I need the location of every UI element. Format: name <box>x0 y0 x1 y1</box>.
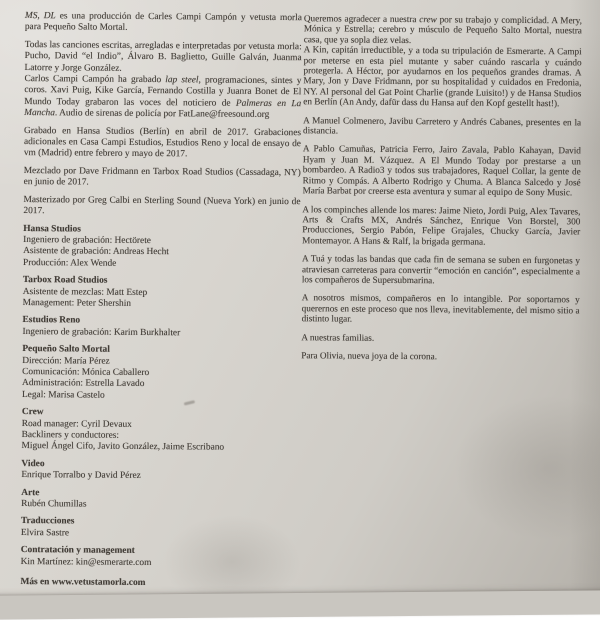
acknowledgements-column <box>301 13 582 363</box>
text-run: A nuestras familias. <box>301 331 375 343</box>
section-title: Tarbox Road Studios <box>22 275 108 286</box>
credit-line: Kin Martínez: kin@esmerarte.com <box>20 556 152 568</box>
credits-column <box>20 11 302 591</box>
songs-credit-paragraph <box>24 40 301 76</box>
text-run: A Kin, capitán irreductible, y a toda su tripulación de Esmerarte. A Campi por meterse en esta piel mutante y saber cuándo rascarla y cuándo protegerla. A Héctor, por ayudarnos en los pequeños grandes dramas. A Mary, Jon y Dave Fridmann, por su hospitalidad y cuidados en Fredonia, NY. Al personal del Gat Point Charlie (grande Luisito!) y de Hansa Studios en Berlín (An Andy, dafür dass du Hansa auf den Kopf gestellt hast!). <box>303 44 582 109</box>
credit-line: Legal: Marisa Castelo <box>21 389 105 401</box>
text-run: Para Olivia, nueva joya de la corona. <box>301 350 438 362</box>
text-run: Grabado en Hansa Studios (Berlín) en abril de 2017. Grabaciones adicionales en Casa Campi Estudios, Estudios Reno y local de ensayo de vm (Madrid) entre febrero y mayo de 2017. <box>23 125 302 160</box>
credit-line: Enrique Torralbo y David Pérez <box>21 470 141 482</box>
recorded-at-paragraph <box>24 126 301 162</box>
text-run: Carlos Campi Campón ha grabado <box>24 74 166 86</box>
mastered-by-paragraph <box>23 195 300 220</box>
section-title: Video <box>21 458 45 470</box>
section-title: Traducciones <box>20 516 75 527</box>
text-run: A los compinches allende los mares: Jaime Nieto, Jordi Puig, Alex Tavares, Arts & Crafts MX, Andrés Sánchez, Enrique Von Borstel, 300 Producciones, Sergio Pabón, Felipe Grajales, Chucky García, Javier Montemayor. A Hans & Ralf, la brigada germana. <box>302 203 581 247</box>
credit-line: Ingeniero de grabación: Karim Burkhalter <box>22 326 181 339</box>
thanks-kin-paragraph <box>303 44 581 109</box>
credit-line: Dirección: María Pérez <box>22 355 110 367</box>
thanks-bands-paragraph <box>302 253 580 286</box>
credit-line: Road manager: Cyril Devaux <box>21 418 132 430</box>
credit-section-hansa-studios <box>23 224 300 272</box>
credit-line: Producción: Alex Wende <box>22 257 117 269</box>
text-run: A nosotros mismos, compañeros en lo intangible. Por soportarnos y querernos en este proceso que nos lleva, inevitablemente, del mismo sitio a distinto lugar. <box>301 292 580 324</box>
credit-line: Ingeniero de grabación: Hectörete <box>23 234 152 246</box>
credit-section-crew <box>22 407 299 455</box>
italic-text-run: lap steel <box>165 75 199 86</box>
mixed-by-paragraph <box>24 166 301 191</box>
text-run: A Pablo Camuñas, Patricia Ferro, Jairo Zavala, Pablo Kahayan, David Hyam y Juan M. Vázquez. A El Mundo Today por prestarse a un bombardeo. A Radio3 y todos sus trabajadores, Raquel Collar, la gente de Ritmo y Compás. A Alberto Rodrigo y Chuma. A Blanca Salcedo y José María Barbat por creerse esta aventura y sumar al equipo de Sony Music. <box>302 143 581 198</box>
credit-section-pequeno-salto-mortal <box>22 344 299 403</box>
credit-section-video <box>21 459 298 484</box>
section-title: Arte <box>21 487 40 498</box>
campi-recording-paragraph <box>24 74 301 122</box>
credit-line: Asistente de mezclas: Matt Estep <box>22 286 148 298</box>
thanks-overseas-paragraph <box>302 204 580 248</box>
section-title: Pequeño Salto Mortal <box>22 344 110 355</box>
credit-line: Administración: Estrella Lavado <box>22 378 145 390</box>
text-run: Masterizado por Greg Calbi en Sterling Sound (Nueva York) en junio de 2017. <box>23 194 301 217</box>
section-title: Contratación y management <box>20 545 135 557</box>
italic-text-run: MS, DL <box>24 11 56 22</box>
website-footer-line: Más en www.vetustamorla.com <box>20 577 146 589</box>
thanks-ourselves-paragraph <box>302 293 580 326</box>
text-run: . Audio de sirenas de policía por FatLane@freesound.org <box>54 108 270 121</box>
dedication-olivia-paragraph <box>301 350 579 363</box>
credits-blocks <box>21 11 302 570</box>
text-run: , programaciones, sintes y coros. Xavi Puig, Kike García, Fernando Costilla y Juanra Bonet de El Mundo Today grabaron las voces del noticiero de <box>24 75 302 109</box>
thanks-distance-paragraph <box>303 115 581 138</box>
text-run: Mezclado por Dave Fridmann en Tarbox Road Studios (Cassadaga, NY) en junio de 2017. <box>23 165 301 188</box>
text-run: A Manuel Colmenero, Javibu Carretero y Andrés Cabanes, presentes en la distancia. <box>303 114 582 136</box>
credit-line: Rubén Chumillas <box>21 499 87 510</box>
text-run: A Tuá y todas las bandas que cada fin de semana se suben en furgonetas y atraviesan carreteras para convertir “emoción en canción”, especialmente a los compañeros de Supersubmarina. <box>301 253 581 286</box>
thanks-crew-paragraph <box>304 13 582 46</box>
section-title: Crew <box>21 407 44 418</box>
paper-bottom-edge <box>0 590 600 619</box>
acknowledgements-blocks <box>301 13 582 363</box>
credit-line: Management: Peter Shershin <box>22 297 132 309</box>
intro-paragraph <box>25 11 302 36</box>
credit-line: Miguel Ángel Cifo, Javito González, Jaime Escribano <box>21 441 225 454</box>
credit-section-estudios-reno <box>22 315 299 340</box>
credit-section-tarbox-road-studios <box>23 275 300 311</box>
credit-section-contratacion <box>21 545 298 570</box>
credit-section-traducciones <box>21 516 298 541</box>
section-title: Estudios Reno <box>22 315 81 326</box>
credit-line: Asistente de grabación: Andreas Hecht <box>23 246 169 258</box>
credit-line: Comunicación: Mónica Caballero <box>22 366 150 378</box>
credit-section-arte <box>21 488 298 513</box>
credit-line: Elvira Sastre <box>20 527 70 539</box>
credit-line: Backliners y conductores: <box>21 430 120 441</box>
text-run: es una producción de Carles Campi Campón y vetusta morla para Pequeño Salto Mortal. <box>24 11 302 34</box>
text-run: Todas las canciones escritas, arregladas e interpretadas por vetusta morla: Pucho, David “el Indio”, Álvaro B. Baglietto, Guille Galván, Juanma Latorre y Jorge González. <box>24 39 302 74</box>
text-run: Queremos agradecer a nuestra <box>303 13 420 25</box>
text-run: por su trabajo y complicidad. A Mery, Mónica y Estrella; cerebro y músculo de Pequeño Salto Mortal, nuestra casa, que ya sopla diez velas. <box>303 14 582 45</box>
italic-text-run: crew <box>419 14 437 25</box>
thanks-families-paragraph <box>301 332 579 345</box>
italic-text-run: Palmeras en La Mancha <box>24 98 302 119</box>
section-title: Hansa Studios <box>23 223 81 234</box>
thanks-collaborators-paragraph <box>303 144 581 198</box>
